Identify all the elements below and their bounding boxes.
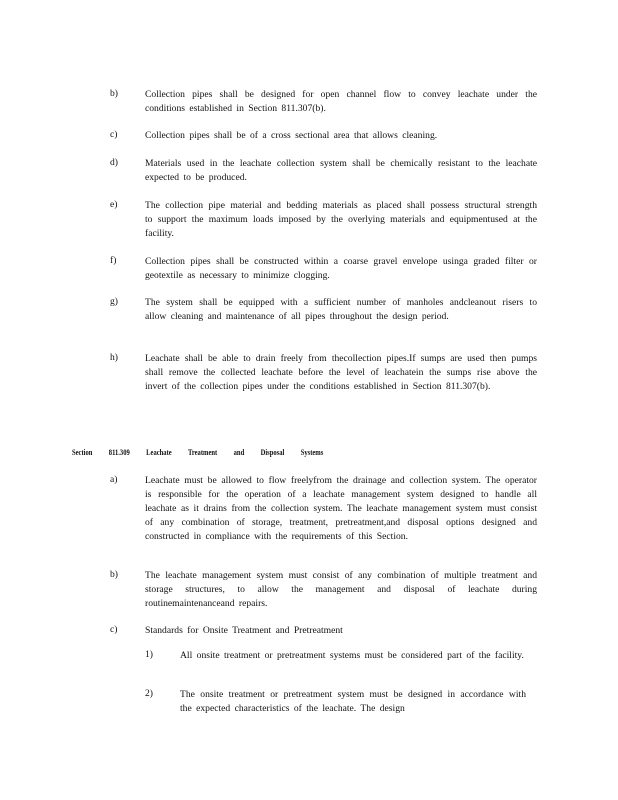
item-text: The collection pipe material and bedding materials as placed shall possess structural strength to support the maximum loads imposed by the overlying materials and equipmentused at the facility. <box>145 200 537 239</box>
item-text: Collection pipes shall be designed for open channel flow to convey leachate under the conditions established in Section 811.307(b). <box>145 89 537 114</box>
item-text: Leachate must be allowed to flow freelyfrom the drainage and collection system. The operator is responsible for the operation of a leachate management system designed to handle all leachate as it drains from the collection system. The leachate management system must consist of any combination of storage, treatment, pretreatment,and disposal options designed and constructed in compliance with the requirements of this Section. <box>145 475 537 542</box>
section-title-word: Treatment <box>187 448 218 457</box>
item-label: b) <box>110 569 118 580</box>
section-title-word: Disposal <box>260 448 285 457</box>
item-text: Collection pipes shall be of a cross sectional area that allows cleaning. <box>145 130 438 141</box>
item-label: c) <box>110 129 118 140</box>
item-label: f) <box>110 255 117 266</box>
item-text: Standards for Onsite Treatment and Pretreatment <box>145 625 343 636</box>
item-text: Leachate shall be able to drain freely from thecollection pipes.If sumps are used then pumps shall remove the collected leachate before the level of leachatein the sumps rise above the invert of the collection pipes under the conditions established in Section 811.307(b). <box>145 353 537 392</box>
section-title-word: Systems <box>300 448 324 457</box>
sub-item-label: 1) <box>145 649 153 660</box>
item-text: Materials used in the leachate collection system shall be chemically resistant to the leachate expected to be produced. <box>145 158 537 183</box>
sub-item-text: All onsite treatment or pretreatment systems must be considered part of the facility. <box>180 650 524 661</box>
item-text: The leachate management system must consist of any combination of multiple treatment and storage structures, to allow the management and disposal of leachate during routinemaintenanceand repairs. <box>145 570 537 609</box>
section-word: Section <box>72 448 93 457</box>
item-label: c) <box>110 624 118 635</box>
section-heading <box>72 448 324 457</box>
section-title-word: and <box>233 448 245 457</box>
section-title-word: Leachate <box>146 448 172 457</box>
item-label: b) <box>110 88 118 99</box>
section-number: 811.309 <box>108 448 130 457</box>
item-label: e) <box>110 199 118 210</box>
item-text: Collection pipes shall be constructed within a coarse gravel envelope usinga graded filter or geotextile as necessary to minimize clogging. <box>145 256 537 281</box>
item-text: The system shall be equipped with a sufficient number of manholes andcleanout risers to allow cleaning and maintenance of all pipes throughout the design period. <box>145 297 537 322</box>
item-label: h) <box>110 352 118 363</box>
sub-item-label: 2) <box>145 688 153 699</box>
item-label: g) <box>110 296 118 307</box>
item-label: d) <box>110 157 118 168</box>
item-label: a) <box>110 474 118 485</box>
sub-item-text: The onsite treatment or pretreatment system must be designed in accordance with the expected characteristics of the leachate. The design <box>180 689 526 714</box>
